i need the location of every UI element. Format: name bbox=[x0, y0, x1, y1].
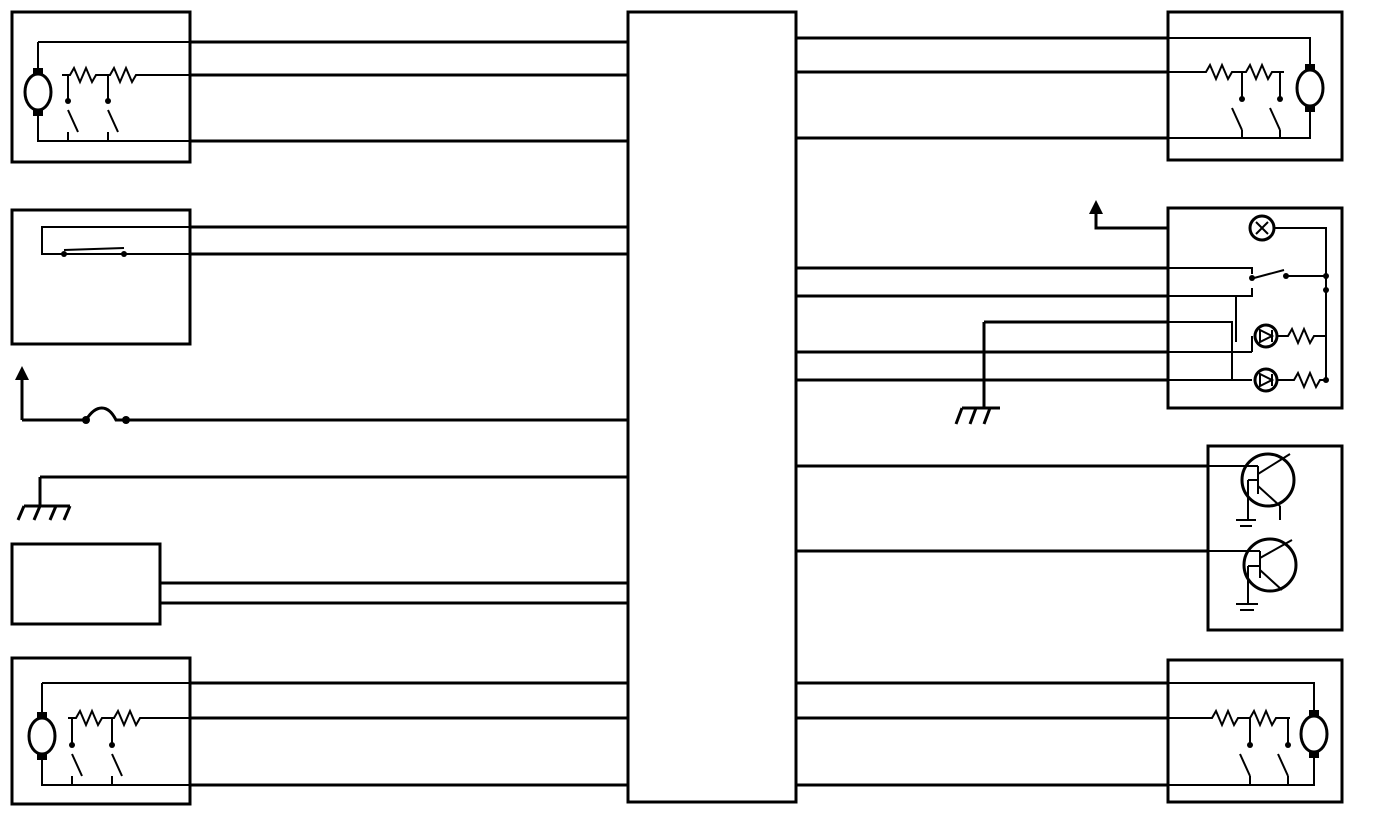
ground-symbol-icon bbox=[18, 477, 70, 520]
rf-strut bbox=[1168, 12, 1342, 160]
lateral-accel-switch bbox=[12, 210, 190, 344]
control-module bbox=[628, 12, 796, 802]
arrow-up-icon bbox=[15, 366, 29, 380]
ignition-fuse bbox=[15, 366, 140, 424]
mode-switch-led-box bbox=[1168, 208, 1342, 408]
dlc-connector bbox=[12, 544, 160, 624]
arrow-up-icon bbox=[1089, 200, 1103, 214]
right-wires bbox=[796, 38, 1208, 785]
lr-strut bbox=[12, 658, 190, 804]
switch-ground-icon bbox=[956, 322, 1000, 424]
driver-select-pcm bbox=[1208, 446, 1342, 630]
lf-strut bbox=[12, 12, 190, 162]
rr-strut bbox=[1168, 660, 1342, 802]
